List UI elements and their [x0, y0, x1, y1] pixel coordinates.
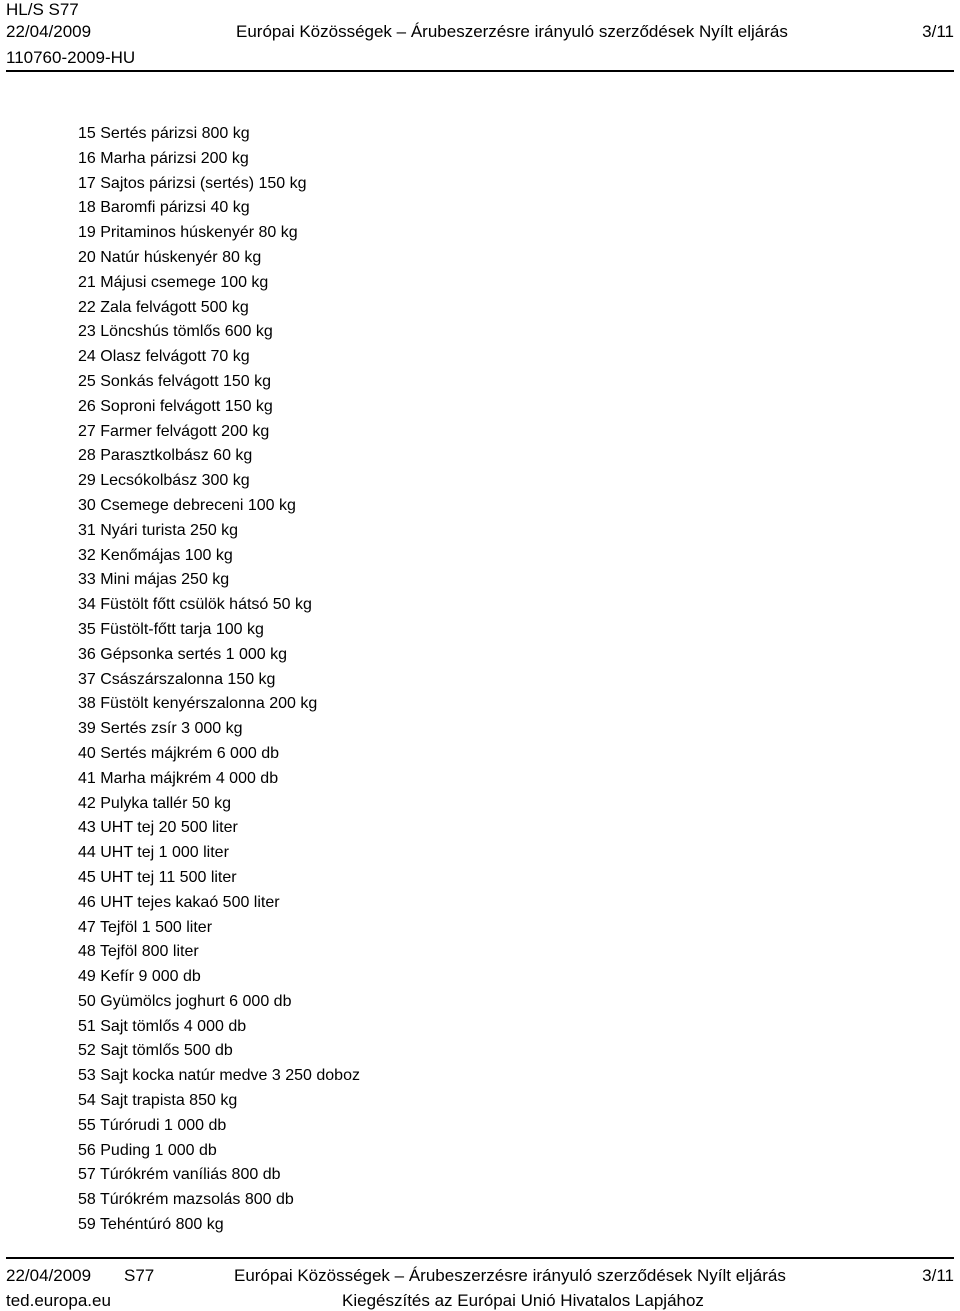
list-item: 15 Sertés párizsi 800 kg	[78, 125, 250, 142]
list-item: 32 Kenőmájas 100 kg	[78, 546, 233, 564]
list-item: 31 Nyári turista 250 kg	[78, 521, 239, 539]
list-item: 28 Parasztkolbász 60 kg	[78, 447, 253, 465]
list-item: 25 Sonkás felvágott 150 kg	[78, 372, 272, 390]
list-item: 26 Soproni felvágott 150 kg	[78, 397, 273, 415]
footer-page-number: 3/11	[922, 1266, 954, 1285]
header-divider	[6, 70, 954, 72]
list-item: 46 UHT tejes kakaó 500 liter	[78, 893, 280, 911]
list-item: 42 Pulyka tallér 50 kg	[78, 794, 231, 812]
list-item: 27 Farmer felvágott 200 kg	[78, 422, 270, 440]
list-item: 29 Lecsókolbász 300 kg	[78, 472, 250, 490]
list-item: 44 UHT tej 1 000 liter	[78, 844, 229, 862]
list-item: 47 Tejföl 1 500 liter	[78, 918, 213, 936]
list-item: 52 Sajt tömlős 500 db	[78, 1042, 233, 1060]
list-item: 54 Sajt trapista 850 kg	[78, 1092, 238, 1110]
list-item: 37 Császárszalonna 150 kg	[78, 670, 276, 688]
item-list	[78, 122, 360, 1238]
list-item: 38 Füstölt kenyérszalonna 200 kg	[78, 695, 318, 713]
list-item: 40 Sertés májkrém 6 000 db	[78, 744, 279, 762]
list-item: 39 Sertés zsír 3 000 kg	[78, 720, 243, 738]
header-series: HL/S S77	[6, 0, 79, 19]
footer-divider	[6, 1257, 954, 1259]
header-page-number: 3/11	[922, 22, 954, 41]
list-item: 16 Marha párizsi 200 kg	[78, 149, 249, 167]
list-item: 51 Sajt tömlős 4 000 db	[78, 1017, 247, 1035]
list-item: 18 Baromfi párizsi 40 kg	[78, 199, 250, 217]
list-item: 36 Gépsonka sertés 1 000 kg	[78, 645, 288, 663]
list-item: 21 Májusi csemege 100 kg	[78, 273, 269, 291]
list-item: 34 Füstölt főtt csülök hátsó 50 kg	[78, 596, 312, 614]
header-title: Európai Közösségek – Árubeszerzésre irányuló szerződések Nyílt eljárás	[236, 22, 788, 41]
list-item: 53 Sajt kocka natúr medve 3 250 doboz	[78, 1067, 360, 1085]
footer-series: S77	[124, 1266, 155, 1285]
list-item: 45 UHT tej 11 500 liter	[78, 868, 237, 886]
header-date: 22/04/2009	[6, 22, 92, 41]
list-item: 43 UHT tej 20 500 liter	[78, 819, 238, 837]
list-item: 48 Tejföl 800 liter	[78, 943, 199, 961]
list-item: 22 Zala felvágott 500 kg	[78, 298, 249, 316]
list-item: 56 Puding 1 000 db	[78, 1141, 217, 1159]
list-item: 17 Sajtos párizsi (sertés) 150 kg	[78, 174, 307, 192]
header-notice-id: 110760-2009-HU	[6, 48, 136, 67]
list-item: 35 Füstölt-főtt tarja 100 kg	[78, 620, 264, 638]
footer-site-link[interactable]: ted.europa.eu	[6, 1291, 111, 1310]
list-item: 49 Kefír 9 000 db	[78, 968, 201, 986]
list-item: 41 Marha májkrém 4 000 db	[78, 769, 279, 787]
list-item: 30 Csemege debreceni 100 kg	[78, 496, 296, 514]
list-item: 24 Olasz felvágott 70 kg	[78, 348, 250, 366]
list-item: 57 Túrókrém vaníliás 800 db	[78, 1166, 281, 1184]
footer-main-row	[6, 1266, 954, 1286]
footer-secondary-row	[6, 1291, 954, 1311]
list-item: 33 Mini májas 250 kg	[78, 571, 230, 589]
footer-title: Európai Közösségek – Árubeszerzésre irányuló szerződések Nyílt eljárás	[234, 1266, 786, 1285]
footer-date: 22/04/2009	[6, 1266, 92, 1285]
list-item: 50 Gyümölcs joghurt 6 000 db	[78, 992, 292, 1010]
list-item: 58 Túrókrém mazsolás 800 db	[78, 1191, 294, 1209]
list-item: 59 Tehéntúró 800 kg	[78, 1216, 224, 1234]
list-item: 19 Pritaminos húskenyér 80 kg	[78, 224, 298, 242]
footer-supplement: Kiegészítés az Európai Unió Hivatalos Lapjához	[342, 1291, 704, 1310]
header-main-row	[6, 22, 954, 42]
list-item: 55 Túrórudi 1 000 db	[78, 1116, 227, 1134]
list-item: 23 Löncshús tömlős 600 kg	[78, 323, 273, 341]
list-item: 20 Natúr húskenyér 80 kg	[78, 248, 262, 266]
